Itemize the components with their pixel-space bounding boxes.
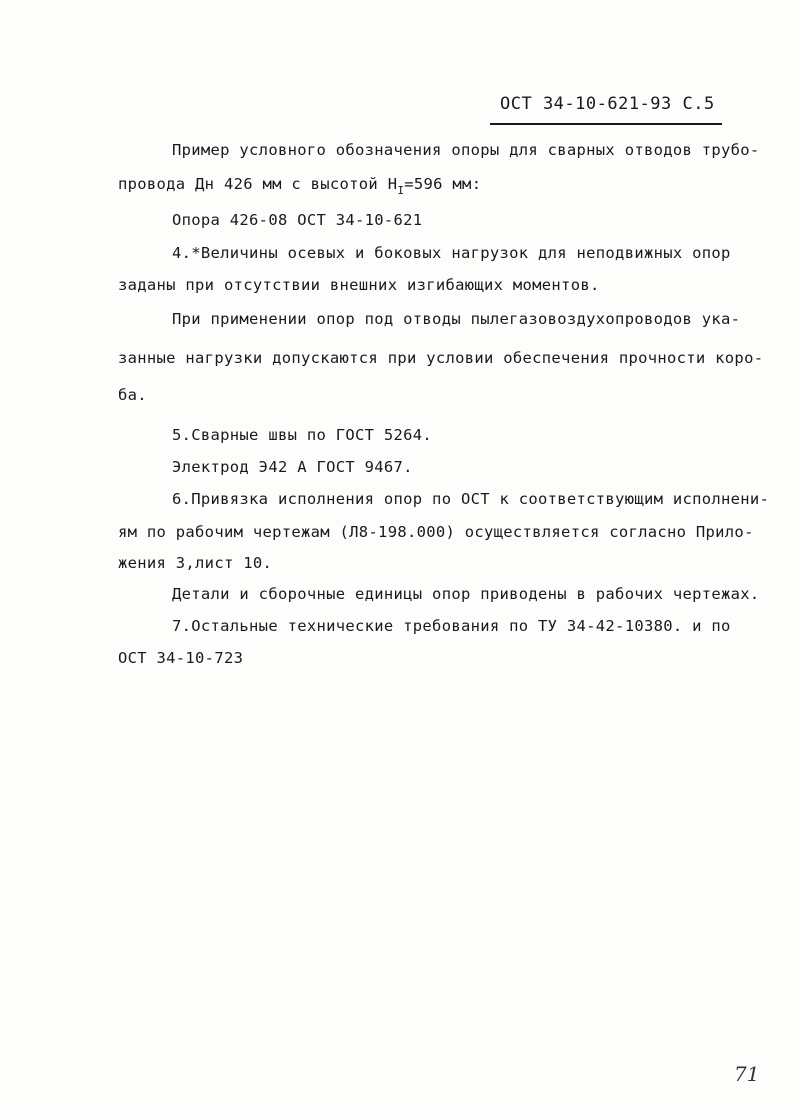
document-code: ОСТ 34-10-621-93 С.5 xyxy=(500,94,715,114)
header-underline xyxy=(490,123,722,125)
text-line-8: ба. xyxy=(118,386,147,404)
text-line-6: При применении опор под отводы пылегазовоздухопроводов ука- xyxy=(172,310,741,328)
text-line-2-suffix: =596 мм: xyxy=(404,175,482,193)
text-line-3: Опора 426-08 ОСТ 34-10-621 xyxy=(172,211,423,229)
page-number: 71 xyxy=(734,1062,760,1086)
text-line-14: Детали и сборочные единицы опор приводены в рабочих чертежах. xyxy=(172,585,760,603)
height-subscript: I xyxy=(397,184,405,197)
text-line-5: заданы при отсутствии внешних изгибающих моментов. xyxy=(118,276,600,294)
text-line-7: занные нагрузки допускаются при условии обеспечения прочности коро- xyxy=(118,349,764,367)
text-line-2 xyxy=(118,175,482,197)
text-line-16: ОСТ 34-10-723 xyxy=(118,649,244,667)
text-line-13: жения 3,лист 10. xyxy=(118,554,273,572)
text-line-4: 4.*Величины осевых и боковых нагрузок для неподвижных опор xyxy=(172,244,731,262)
text-line-11: 6.Привязка исполнения опор по ОСТ к соответствующим исполнени- xyxy=(172,490,770,508)
text-line-2-prefix: провода Дн 426 мм с высотой Н xyxy=(118,175,398,193)
text-line-12: ям по рабочим чертежам (Л8-198.000) осуществляется согласно Прило- xyxy=(118,523,754,541)
text-line-1: Пример условного обозначения опоры для сварных отводов трубо- xyxy=(172,141,760,159)
text-line-10: Электрод Э42 А ГОСТ 9467. xyxy=(172,458,413,476)
text-line-9: 5.Сварные швы по ГОСТ 5264. xyxy=(172,426,433,444)
text-line-15: 7.Остальные технические требования по ТУ 34-42-10380. и по xyxy=(172,617,731,635)
